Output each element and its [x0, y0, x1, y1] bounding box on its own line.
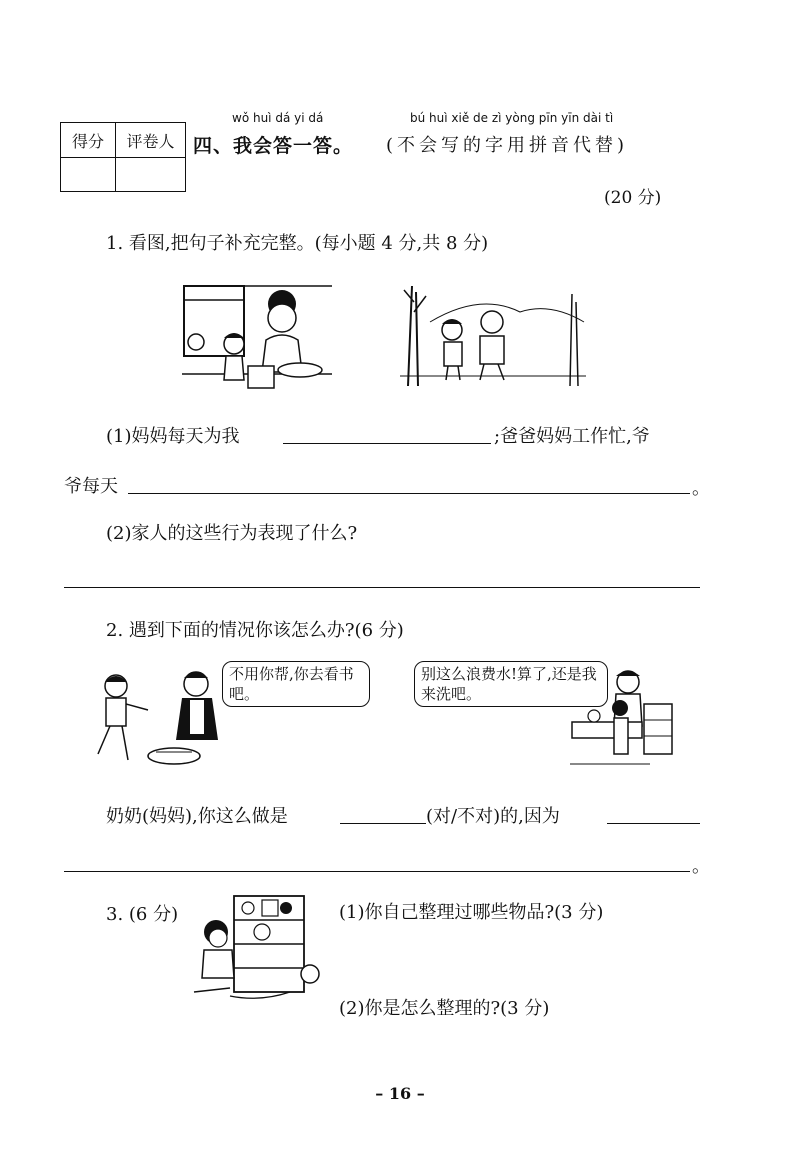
speech-bubble-left: 不用你帮,你去看书吧。	[222, 661, 370, 707]
score-label: 得分	[71, 131, 104, 151]
q3-number: 3. (6 分)	[106, 904, 179, 925]
q1-answer-line[interactable]	[64, 587, 700, 588]
q1-blank-1[interactable]	[283, 443, 491, 444]
q1-line2-end: 。	[692, 478, 710, 499]
q1-line2-start: 爷每天	[64, 476, 118, 497]
section-points: (20 分)	[604, 188, 662, 208]
q2-illustration-mother	[570, 664, 676, 772]
title-pinyin: wǒ huì dá yi dá	[232, 111, 324, 125]
q2-answer-start: 奶奶(妈妈),你这么做是	[106, 806, 288, 827]
q1-illustration-kitchen	[182, 282, 334, 394]
score-table	[60, 122, 186, 192]
q2-answer-mid: (对/不对)的,因为	[426, 806, 560, 827]
q2-blank-reason[interactable]	[607, 823, 700, 824]
q1-prompt: 1. 看图,把句子补充完整。(每小题 4 分,共 8 分)	[106, 233, 489, 254]
q2-answer-end: 。	[692, 856, 710, 877]
q1-line1-mid: ;爸爸妈妈工作忙,爷	[494, 426, 650, 447]
q3-illustration-shelf	[190, 892, 322, 1004]
q2-answer-line[interactable]	[64, 871, 690, 872]
q2-blank-judgement[interactable]	[340, 823, 426, 824]
speech-bubble-right: 别这么浪费水!算了,还是我来洗吧。	[414, 661, 608, 707]
hint-pinyin: bú huì xiě de zì yòng pīn yīn dài tì	[410, 111, 614, 125]
section-title: 四、我会答一答。	[193, 135, 354, 157]
q2-prompt: 2. 遇到下面的情况你该怎么办?(6 分)	[106, 620, 404, 641]
grader-label: 评卷人	[126, 131, 175, 151]
page-number: – 16 –	[375, 1084, 425, 1103]
q1-illustration-park	[400, 282, 586, 388]
score-field[interactable]	[61, 158, 115, 191]
q1-blank-2[interactable]	[128, 493, 690, 494]
grader-field[interactable]	[116, 158, 185, 191]
q1-line1-start: (1)妈妈每天为我	[106, 426, 240, 447]
q3-sub1: (1)你自己整理过哪些物品?(3 分)	[339, 902, 604, 923]
q2-illustration-grandma	[92, 664, 232, 770]
q1-sub2: (2)家人的这些行为表现了什么?	[106, 523, 358, 544]
q3-sub2: (2)你是怎么整理的?(3 分)	[339, 998, 550, 1019]
section-hint: (不会写的字用拼音代替)	[386, 135, 629, 156]
